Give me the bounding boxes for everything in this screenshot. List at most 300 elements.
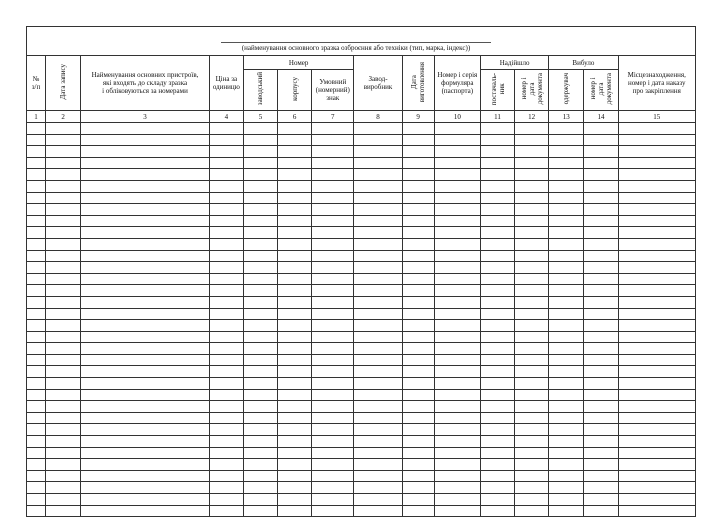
- table-cell[interactable]: [402, 320, 434, 332]
- table-cell[interactable]: [515, 424, 549, 436]
- table-cell[interactable]: [618, 343, 695, 355]
- table-cell[interactable]: [209, 401, 243, 413]
- table-cell[interactable]: [312, 157, 354, 169]
- table-cell[interactable]: [515, 250, 549, 262]
- table-cell[interactable]: [243, 412, 277, 424]
- table-cell[interactable]: [515, 482, 549, 494]
- table-cell[interactable]: [27, 296, 46, 308]
- table-cell[interactable]: [480, 447, 514, 459]
- table-cell[interactable]: [312, 354, 354, 366]
- table-cell[interactable]: [354, 343, 402, 355]
- table-cell[interactable]: [243, 366, 277, 378]
- table-cell[interactable]: [515, 343, 549, 355]
- table-cell[interactable]: [243, 262, 277, 274]
- table-cell[interactable]: [354, 157, 402, 169]
- table-cell[interactable]: [27, 424, 46, 436]
- table-cell[interactable]: [278, 192, 312, 204]
- table-cell[interactable]: [480, 273, 514, 285]
- table-cell[interactable]: [480, 505, 514, 517]
- table-cell[interactable]: [278, 285, 312, 297]
- table-cell[interactable]: [81, 343, 210, 355]
- table-cell[interactable]: [515, 157, 549, 169]
- table-cell[interactable]: [549, 447, 584, 459]
- table-cell[interactable]: [209, 505, 243, 517]
- table-cell[interactable]: [618, 470, 695, 482]
- table-cell[interactable]: [354, 215, 402, 227]
- table-cell[interactable]: [549, 192, 584, 204]
- table-cell[interactable]: [584, 169, 618, 181]
- table-cell[interactable]: [312, 227, 354, 239]
- table-cell[interactable]: [618, 157, 695, 169]
- table-cell[interactable]: [480, 157, 514, 169]
- table-cell[interactable]: [618, 505, 695, 517]
- table-cell[interactable]: [618, 250, 695, 262]
- table-cell[interactable]: [584, 470, 618, 482]
- table-cell[interactable]: [618, 285, 695, 297]
- table-cell[interactable]: [46, 470, 81, 482]
- table-cell[interactable]: [209, 494, 243, 506]
- table-cell[interactable]: [480, 494, 514, 506]
- table-cell[interactable]: [46, 343, 81, 355]
- table-cell[interactable]: [402, 401, 434, 413]
- table-cell[interactable]: [515, 401, 549, 413]
- table-cell[interactable]: [354, 296, 402, 308]
- table-cell[interactable]: [402, 494, 434, 506]
- table-cell[interactable]: [480, 180, 514, 192]
- table-cell[interactable]: [46, 250, 81, 262]
- table-cell[interactable]: [278, 343, 312, 355]
- table-cell[interactable]: [312, 436, 354, 448]
- table-cell[interactable]: [81, 470, 210, 482]
- table-cell[interactable]: [618, 412, 695, 424]
- table-cell[interactable]: [243, 470, 277, 482]
- table-cell[interactable]: [278, 366, 312, 378]
- table-cell[interactable]: [515, 169, 549, 181]
- table-cell[interactable]: [584, 285, 618, 297]
- table-cell[interactable]: [27, 389, 46, 401]
- table-cell[interactable]: [402, 180, 434, 192]
- table-cell[interactable]: [402, 238, 434, 250]
- table-cell[interactable]: [209, 343, 243, 355]
- table-cell[interactable]: [312, 296, 354, 308]
- table-cell[interactable]: [243, 204, 277, 216]
- table-cell[interactable]: [27, 262, 46, 274]
- table-cell[interactable]: [549, 412, 584, 424]
- table-cell[interactable]: [549, 378, 584, 390]
- table-cell[interactable]: [402, 215, 434, 227]
- table-cell[interactable]: [354, 447, 402, 459]
- table-cell[interactable]: [81, 262, 210, 274]
- table-cell[interactable]: [480, 215, 514, 227]
- table-cell[interactable]: [46, 482, 81, 494]
- table-cell[interactable]: [354, 227, 402, 239]
- table-cell[interactable]: [515, 331, 549, 343]
- table-cell[interactable]: [354, 470, 402, 482]
- table-cell[interactable]: [480, 436, 514, 448]
- table-cell[interactable]: [515, 134, 549, 146]
- table-cell[interactable]: [549, 273, 584, 285]
- table-cell[interactable]: [480, 320, 514, 332]
- table-cell[interactable]: [480, 285, 514, 297]
- table-cell[interactable]: [27, 436, 46, 448]
- table-cell[interactable]: [46, 192, 81, 204]
- table-cell[interactable]: [243, 401, 277, 413]
- table-cell[interactable]: [515, 505, 549, 517]
- table-cell[interactable]: [278, 401, 312, 413]
- table-cell[interactable]: [81, 331, 210, 343]
- table-cell[interactable]: [402, 424, 434, 436]
- table-cell[interactable]: [243, 180, 277, 192]
- table-cell[interactable]: [354, 354, 402, 366]
- table-cell[interactable]: [243, 331, 277, 343]
- table-cell[interactable]: [243, 215, 277, 227]
- table-cell[interactable]: [27, 146, 46, 158]
- table-cell[interactable]: [81, 123, 210, 135]
- table-cell[interactable]: [278, 354, 312, 366]
- table-cell[interactable]: [46, 354, 81, 366]
- table-cell[interactable]: [434, 366, 480, 378]
- table-cell[interactable]: [618, 401, 695, 413]
- table-cell[interactable]: [354, 169, 402, 181]
- table-cell[interactable]: [618, 192, 695, 204]
- table-cell[interactable]: [354, 378, 402, 390]
- table-cell[interactable]: [402, 447, 434, 459]
- table-cell[interactable]: [584, 215, 618, 227]
- table-cell[interactable]: [209, 331, 243, 343]
- table-cell[interactable]: [618, 123, 695, 135]
- table-cell[interactable]: [618, 389, 695, 401]
- table-cell[interactable]: [515, 262, 549, 274]
- table-cell[interactable]: [312, 331, 354, 343]
- table-cell[interactable]: [549, 262, 584, 274]
- table-cell[interactable]: [480, 238, 514, 250]
- table-cell[interactable]: [46, 169, 81, 181]
- table-cell[interactable]: [584, 354, 618, 366]
- table-cell[interactable]: [209, 134, 243, 146]
- table-cell[interactable]: [480, 169, 514, 181]
- table-cell[interactable]: [209, 482, 243, 494]
- table-cell[interactable]: [549, 320, 584, 332]
- table-cell[interactable]: [278, 447, 312, 459]
- table-cell[interactable]: [549, 238, 584, 250]
- table-cell[interactable]: [243, 482, 277, 494]
- table-cell[interactable]: [549, 296, 584, 308]
- table-cell[interactable]: [515, 354, 549, 366]
- table-cell[interactable]: [278, 227, 312, 239]
- table-cell[interactable]: [618, 459, 695, 471]
- table-cell[interactable]: [515, 123, 549, 135]
- table-cell[interactable]: [312, 412, 354, 424]
- table-cell[interactable]: [434, 134, 480, 146]
- table-cell[interactable]: [46, 424, 81, 436]
- table-cell[interactable]: [209, 192, 243, 204]
- table-cell[interactable]: [618, 482, 695, 494]
- table-cell[interactable]: [549, 436, 584, 448]
- table-cell[interactable]: [549, 123, 584, 135]
- table-cell[interactable]: [209, 366, 243, 378]
- table-cell[interactable]: [278, 296, 312, 308]
- table-cell[interactable]: [278, 169, 312, 181]
- table-cell[interactable]: [515, 366, 549, 378]
- table-cell[interactable]: [209, 470, 243, 482]
- table-cell[interactable]: [549, 146, 584, 158]
- table-cell[interactable]: [434, 494, 480, 506]
- table-cell[interactable]: [81, 494, 210, 506]
- table-cell[interactable]: [549, 424, 584, 436]
- table-cell[interactable]: [81, 215, 210, 227]
- table-cell[interactable]: [480, 262, 514, 274]
- table-cell[interactable]: [584, 134, 618, 146]
- table-cell[interactable]: [46, 494, 81, 506]
- table-cell[interactable]: [549, 459, 584, 471]
- table-cell[interactable]: [312, 134, 354, 146]
- table-cell[interactable]: [515, 204, 549, 216]
- table-cell[interactable]: [81, 389, 210, 401]
- table-cell[interactable]: [27, 412, 46, 424]
- table-cell[interactable]: [584, 343, 618, 355]
- table-cell[interactable]: [312, 366, 354, 378]
- table-cell[interactable]: [27, 354, 46, 366]
- table-cell[interactable]: [27, 447, 46, 459]
- table-cell[interactable]: [209, 238, 243, 250]
- table-cell[interactable]: [312, 285, 354, 297]
- table-cell[interactable]: [434, 401, 480, 413]
- table-cell[interactable]: [81, 180, 210, 192]
- table-cell[interactable]: [81, 285, 210, 297]
- table-cell[interactable]: [243, 296, 277, 308]
- table-cell[interactable]: [402, 285, 434, 297]
- table-cell[interactable]: [278, 180, 312, 192]
- table-cell[interactable]: [480, 401, 514, 413]
- table-cell[interactable]: [81, 204, 210, 216]
- table-cell[interactable]: [515, 320, 549, 332]
- table-cell[interactable]: [584, 273, 618, 285]
- table-cell[interactable]: [402, 331, 434, 343]
- table-cell[interactable]: [402, 227, 434, 239]
- table-cell[interactable]: [354, 401, 402, 413]
- table-cell[interactable]: [46, 389, 81, 401]
- table-cell[interactable]: [27, 494, 46, 506]
- table-cell[interactable]: [46, 401, 81, 413]
- table-cell[interactable]: [27, 180, 46, 192]
- table-cell[interactable]: [434, 123, 480, 135]
- table-cell[interactable]: [209, 308, 243, 320]
- table-cell[interactable]: [515, 273, 549, 285]
- table-cell[interactable]: [46, 447, 81, 459]
- table-cell[interactable]: [480, 459, 514, 471]
- table-cell[interactable]: [402, 123, 434, 135]
- table-cell[interactable]: [584, 308, 618, 320]
- table-cell[interactable]: [549, 204, 584, 216]
- table-cell[interactable]: [46, 459, 81, 471]
- table-cell[interactable]: [209, 146, 243, 158]
- table-cell[interactable]: [278, 123, 312, 135]
- table-cell[interactable]: [209, 354, 243, 366]
- table-cell[interactable]: [243, 285, 277, 297]
- table-cell[interactable]: [278, 494, 312, 506]
- table-cell[interactable]: [81, 250, 210, 262]
- table-cell[interactable]: [46, 308, 81, 320]
- table-cell[interactable]: [515, 447, 549, 459]
- table-cell[interactable]: [278, 146, 312, 158]
- table-cell[interactable]: [27, 215, 46, 227]
- table-cell[interactable]: [243, 238, 277, 250]
- table-cell[interactable]: [209, 215, 243, 227]
- table-cell[interactable]: [434, 389, 480, 401]
- table-cell[interactable]: [278, 215, 312, 227]
- table-cell[interactable]: [434, 273, 480, 285]
- table-cell[interactable]: [584, 366, 618, 378]
- table-cell[interactable]: [81, 169, 210, 181]
- table-cell[interactable]: [584, 320, 618, 332]
- table-cell[interactable]: [312, 378, 354, 390]
- table-cell[interactable]: [549, 505, 584, 517]
- table-cell[interactable]: [515, 215, 549, 227]
- table-cell[interactable]: [584, 123, 618, 135]
- table-cell[interactable]: [46, 134, 81, 146]
- table-cell[interactable]: [312, 192, 354, 204]
- table-cell[interactable]: [209, 285, 243, 297]
- table-cell[interactable]: [549, 494, 584, 506]
- table-cell[interactable]: [209, 296, 243, 308]
- table-cell[interactable]: [480, 366, 514, 378]
- table-cell[interactable]: [434, 146, 480, 158]
- table-cell[interactable]: [354, 238, 402, 250]
- table-cell[interactable]: [243, 227, 277, 239]
- table-cell[interactable]: [46, 262, 81, 274]
- table-cell[interactable]: [402, 459, 434, 471]
- table-cell[interactable]: [209, 157, 243, 169]
- table-cell[interactable]: [584, 227, 618, 239]
- table-cell[interactable]: [27, 123, 46, 135]
- table-cell[interactable]: [402, 192, 434, 204]
- table-cell[interactable]: [402, 378, 434, 390]
- table-cell[interactable]: [46, 227, 81, 239]
- table-cell[interactable]: [584, 146, 618, 158]
- table-cell[interactable]: [480, 470, 514, 482]
- table-cell[interactable]: [618, 378, 695, 390]
- table-cell[interactable]: [584, 505, 618, 517]
- table-cell[interactable]: [434, 331, 480, 343]
- table-cell[interactable]: [618, 354, 695, 366]
- table-cell[interactable]: [618, 320, 695, 332]
- table-cell[interactable]: [434, 227, 480, 239]
- table-cell[interactable]: [515, 412, 549, 424]
- table-cell[interactable]: [312, 146, 354, 158]
- table-cell[interactable]: [434, 157, 480, 169]
- table-cell[interactable]: [618, 204, 695, 216]
- table-cell[interactable]: [515, 192, 549, 204]
- table-cell[interactable]: [434, 238, 480, 250]
- table-cell[interactable]: [46, 123, 81, 135]
- table-cell[interactable]: [81, 146, 210, 158]
- table-cell[interactable]: [27, 320, 46, 332]
- table-cell[interactable]: [243, 343, 277, 355]
- table-cell[interactable]: [402, 146, 434, 158]
- table-cell[interactable]: [618, 296, 695, 308]
- table-cell[interactable]: [549, 169, 584, 181]
- table-cell[interactable]: [354, 412, 402, 424]
- table-cell[interactable]: [81, 424, 210, 436]
- table-cell[interactable]: [209, 424, 243, 436]
- table-cell[interactable]: [618, 146, 695, 158]
- table-cell[interactable]: [549, 134, 584, 146]
- table-cell[interactable]: [81, 505, 210, 517]
- table-cell[interactable]: [312, 401, 354, 413]
- table-cell[interactable]: [515, 389, 549, 401]
- table-cell[interactable]: [584, 250, 618, 262]
- table-cell[interactable]: [209, 459, 243, 471]
- table-cell[interactable]: [278, 331, 312, 343]
- table-cell[interactable]: [209, 262, 243, 274]
- table-cell[interactable]: [434, 447, 480, 459]
- table-cell[interactable]: [434, 482, 480, 494]
- table-cell[interactable]: [27, 378, 46, 390]
- table-cell[interactable]: [81, 320, 210, 332]
- table-cell[interactable]: [402, 354, 434, 366]
- table-cell[interactable]: [515, 227, 549, 239]
- table-cell[interactable]: [549, 180, 584, 192]
- table-cell[interactable]: [434, 180, 480, 192]
- table-cell[interactable]: [46, 331, 81, 343]
- table-cell[interactable]: [81, 227, 210, 239]
- table-cell[interactable]: [402, 134, 434, 146]
- table-cell[interactable]: [243, 505, 277, 517]
- table-cell[interactable]: [312, 250, 354, 262]
- table-cell[interactable]: [584, 238, 618, 250]
- table-cell[interactable]: [312, 389, 354, 401]
- table-cell[interactable]: [584, 482, 618, 494]
- table-cell[interactable]: [278, 204, 312, 216]
- table-cell[interactable]: [278, 436, 312, 448]
- table-cell[interactable]: [402, 262, 434, 274]
- table-cell[interactable]: [46, 412, 81, 424]
- table-cell[interactable]: [434, 308, 480, 320]
- table-cell[interactable]: [549, 389, 584, 401]
- table-cell[interactable]: [312, 494, 354, 506]
- table-cell[interactable]: [434, 192, 480, 204]
- table-cell[interactable]: [549, 354, 584, 366]
- table-cell[interactable]: [402, 389, 434, 401]
- table-cell[interactable]: [312, 238, 354, 250]
- table-cell[interactable]: [27, 238, 46, 250]
- table-cell[interactable]: [209, 169, 243, 181]
- table-cell[interactable]: [402, 157, 434, 169]
- table-cell[interactable]: [434, 262, 480, 274]
- table-cell[interactable]: [549, 482, 584, 494]
- table-cell[interactable]: [434, 169, 480, 181]
- table-cell[interactable]: [46, 505, 81, 517]
- table-cell[interactable]: [243, 320, 277, 332]
- table-cell[interactable]: [618, 169, 695, 181]
- table-cell[interactable]: [434, 215, 480, 227]
- table-cell[interactable]: [549, 343, 584, 355]
- table-cell[interactable]: [81, 378, 210, 390]
- table-cell[interactable]: [312, 424, 354, 436]
- table-cell[interactable]: [618, 447, 695, 459]
- table-cell[interactable]: [480, 204, 514, 216]
- table-cell[interactable]: [46, 204, 81, 216]
- table-cell[interactable]: [584, 192, 618, 204]
- table-cell[interactable]: [618, 424, 695, 436]
- table-cell[interactable]: [402, 366, 434, 378]
- table-cell[interactable]: [354, 146, 402, 158]
- table-cell[interactable]: [480, 389, 514, 401]
- table-cell[interactable]: [584, 296, 618, 308]
- table-cell[interactable]: [354, 494, 402, 506]
- table-cell[interactable]: [584, 204, 618, 216]
- table-cell[interactable]: [549, 366, 584, 378]
